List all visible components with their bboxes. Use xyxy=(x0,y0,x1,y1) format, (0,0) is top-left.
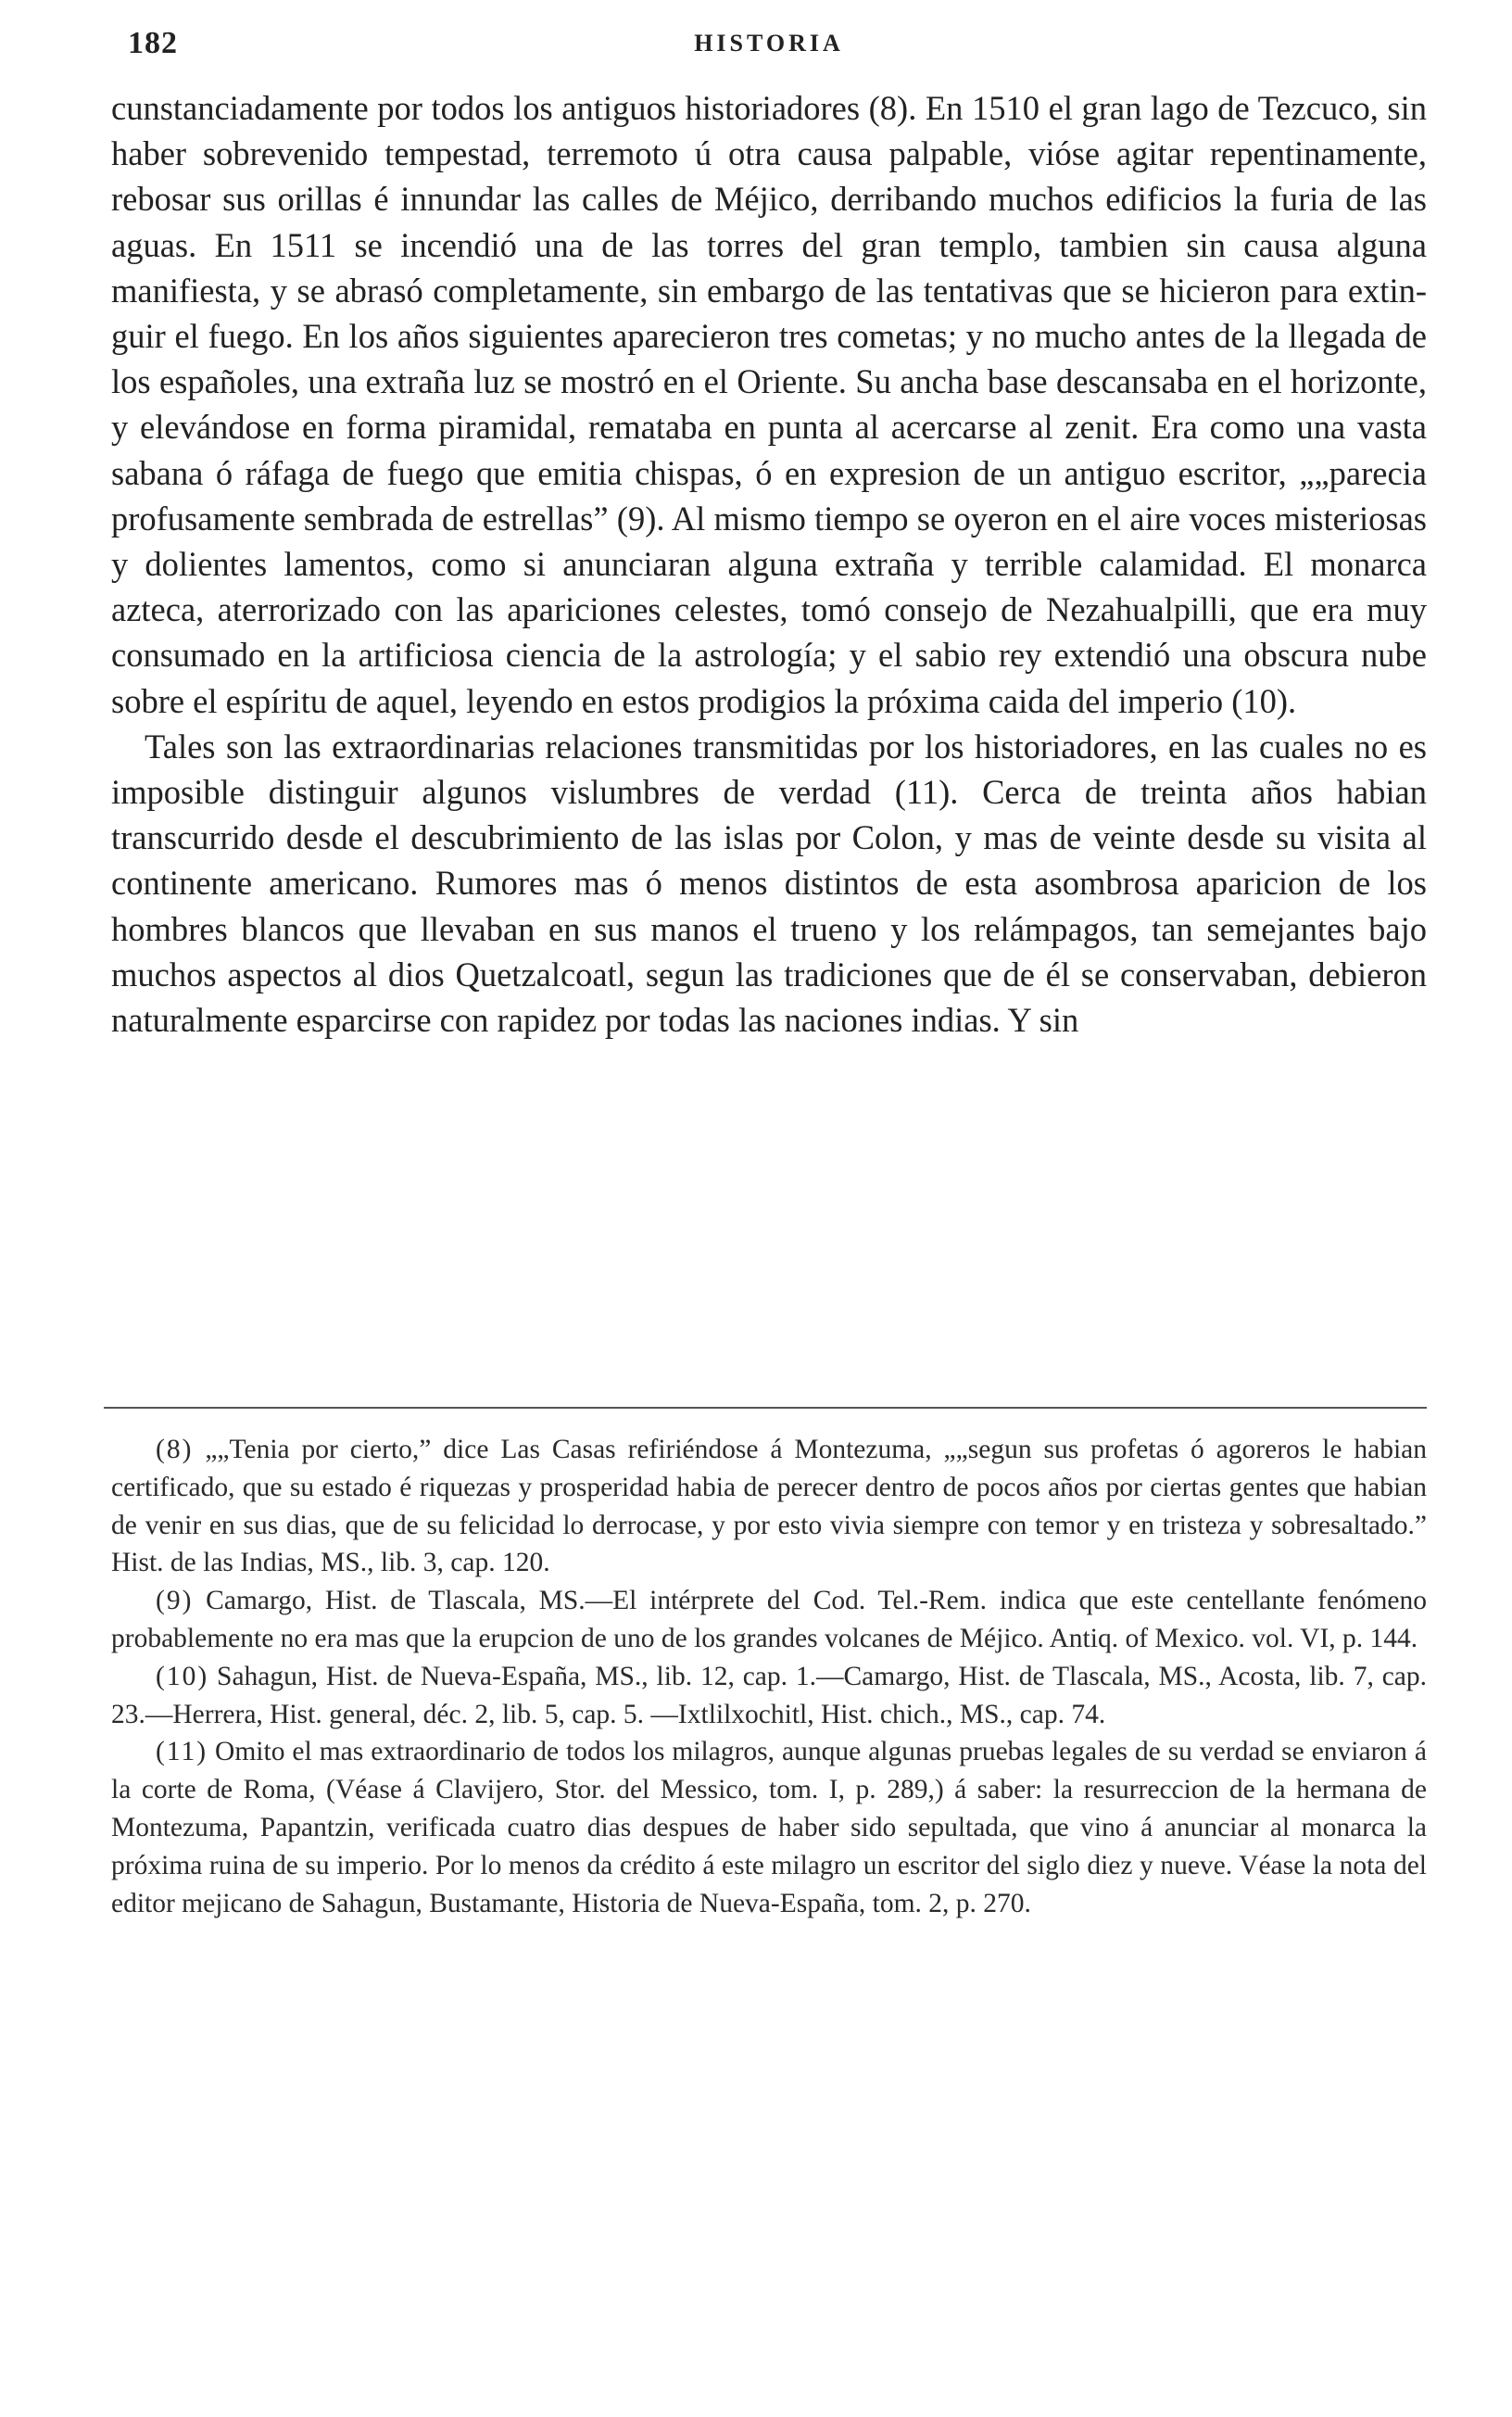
footnote-text: Camargo, Hist. de Tlascala, MS.—El intérprete del Cod. Tel.-Rem. indica que este centellante fenómeno probablemente no era mas que la erupcion de uno de los grandes volcanes de Méjico. Antiq. of Mexico. vol. VI, p. 144. xyxy=(111,1586,1427,1653)
main-text xyxy=(111,85,1427,1043)
running-title: HISTORIA xyxy=(694,30,844,57)
footnote-text: Sahagun, Hist. de Nueva-España, MS., lib. 12, cap. 1.—Camargo, Hist. de Tlascala, MS., Acosta, lib. 7, cap. 23.—Herrera, Hist. general, déc. 2, lib. 5, cap. 5. —Ixtlilxochitl, Hist. chich., MS., cap. 74. xyxy=(111,1661,1428,1729)
footnote-8 xyxy=(111,1431,1427,1582)
footnote-9 xyxy=(111,1582,1427,1658)
footnote-mark: (11) xyxy=(156,1737,208,1767)
running-header xyxy=(111,19,1427,65)
footnote-mark: (8) xyxy=(156,1435,194,1464)
paragraph: cunstanciadamente por todos los antiguos historiadores (8). En 1510 el gran lago de Tezcuco, sin haber sobrevenido tempestad, terremoto ú otra causa palpable, vióse agitar repentinamente, rebosar sus orillas é innundar las calles de Méjico, derribando muchos edificios la furia de las aguas. En 1511 se incendió una de las torres del gran templo, tambien sin causa alguna manifiesta, y se abrasó completamente, sin embargo de las tentativas que se hicieron para extinguir el fuego. En los años siguientes aparecieron tres cometas; y no mucho antes de la llegada de los españoles, una extraña luz se mostró en el Oriente. Su ancha base descansaba en el horizonte, y elevándose en forma piramidal, remataba en punta al acercarse al zenit. Era como una vasta sabana ó ráfaga de fuego que emitia chispas, ó en expresion de un antiguo escritor, „„parecia profusamente sembrada de estrellas” (9). Al mismo tiempo se oyeron en el aire voces misteriosas y dolientes lamentos, como si anunciaran alguna extraña y terrible calamidad. El monarca azteca, aterrorizado con las apariciones celestes, tomó consejo de Nezahualpilli, que era muy consumado en la artificiosa ciencia de la astrología; y el sabio rey extendió una obscura nube sobre el espíritu de aquel, leyendo en estos prodigios la próxima caida del imperio (10). xyxy=(111,89,1427,720)
footnote-divider xyxy=(104,1407,1427,1409)
footnote-mark: (10) xyxy=(156,1661,209,1691)
paragraph: Tales son las extraordinarias relaciones transmitidas por los historiadores, en las cuales no es imposible distinguir algunos vislumbres de verdad (11). Cerca de treinta años habian transcurrido desde el descubrimiento de las islas por Colon, y mas de veinte desde su visita al continente americano. Rumores mas ó menos distintos de esta asombrosa aparicion de los hombres blancos que llevaban en sus manos el trueno y los relámpagos, tan semejantes bajo muchos aspectos al dios Quetzalcoatl, segun las tradiciones que de él se conservaban, debieron naturalmente esparcirse con rapidez por todas las naciones indias. Y sin xyxy=(111,727,1427,1040)
footnote-11 xyxy=(111,1733,1427,1922)
footnote-text: „„Tenia por cierto,” dice Las Casas refiriéndose á Montezuma, „„segun sus profetas ó agoreros le habian certificado, que su estado é riquezas y prosperidad habia de perecer dentro de pocos años por ciertas gentes que habian de venir en sus dias, que de su felicidad lo derrocase, y por esto vivia siempre con temor y en tristeza y sobresaltado.” Hist. de las Indias, MS., lib. 3, cap. 120. xyxy=(111,1435,1427,1578)
footnote-10 xyxy=(111,1658,1427,1734)
footnote-text: Omito el mas extraordinario de todos los milagros, aunque algunas pruebas legales de su verdad se enviaron á la corte de Roma, (Véase á Clavijero, Stor. del Messico, tom. I, p. 289,) á saber: la resurreccion de la hermana de Montezuma, Papantzin, verificada cuatro dias despues de haber sido sepultada, que vino á anunciar al monarca la próxima ruina de su imperio. Por lo menos da crédito á este milagro un escritor del siglo diez y nueve. Véase la nota del editor mejicano de Sahagun, Bustamante, Historia de Nueva-España, tom. 2, p. 270. xyxy=(111,1737,1427,1918)
footnote-mark: (9) xyxy=(156,1586,194,1616)
footnotes xyxy=(111,1431,1427,1922)
page-number: 182 xyxy=(128,26,178,60)
